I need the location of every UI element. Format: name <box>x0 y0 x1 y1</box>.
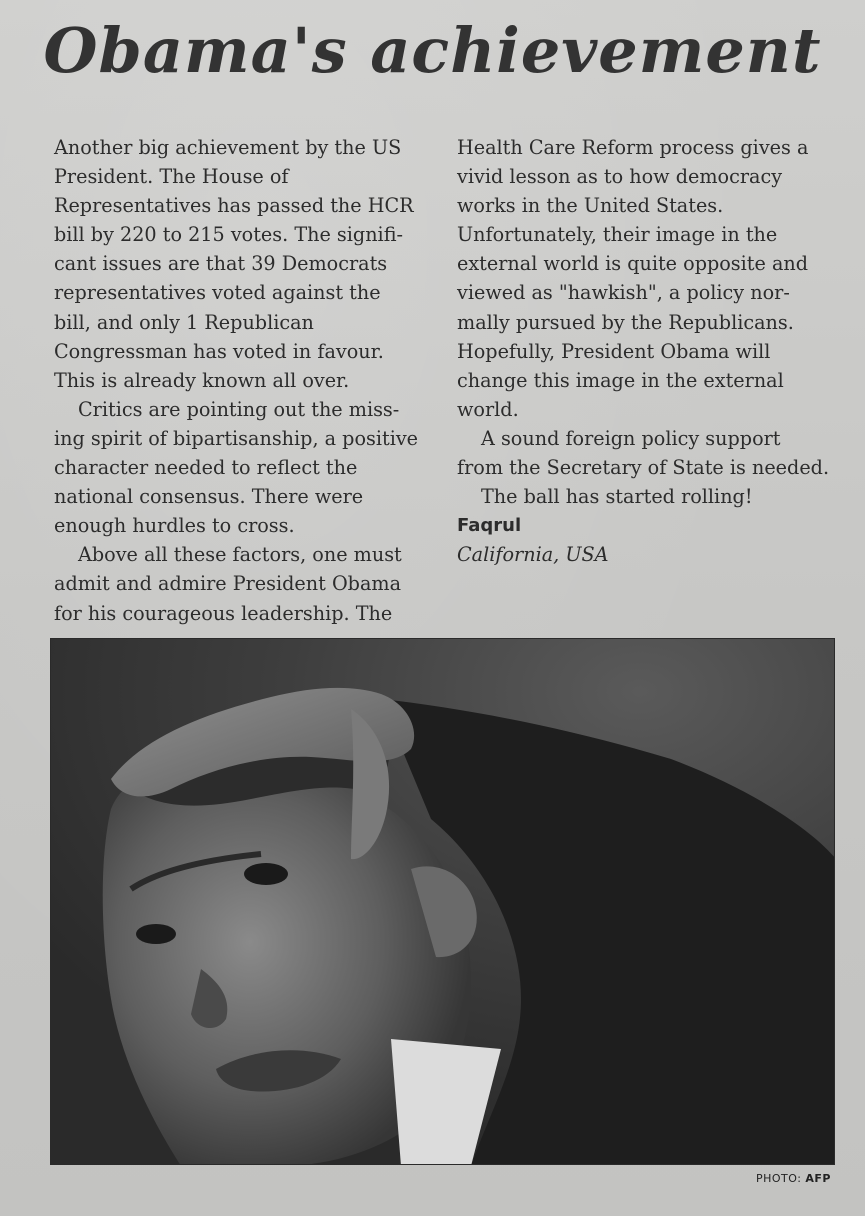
text-line: Unfortunately, their image in the <box>457 223 778 247</box>
article-photo <box>50 638 835 1165</box>
author-name: Faqrul <box>457 515 522 537</box>
text-line: Critics are pointing out the miss- <box>78 397 400 421</box>
text-line: Congressman has voted in favour. <box>54 339 384 363</box>
paragraph-2 <box>54 395 439 540</box>
text-line: viewed as "hawkish", a policy nor- <box>457 281 790 305</box>
text-line: world. <box>457 397 519 421</box>
text-line: vivid lesson as to how democracy <box>457 165 783 189</box>
text-line: A sound foreign policy support <box>481 426 781 450</box>
text-line: character needed to reflect the <box>54 456 358 480</box>
text-line: Hopefully, President Obama will <box>457 339 771 363</box>
text-line: cant issues are that 39 Democrats <box>54 252 388 276</box>
text-line: enough hurdles to cross. <box>54 514 295 538</box>
text-line: President. The House of <box>54 165 289 189</box>
text-line: mally pursued by the Republicans. <box>457 310 794 334</box>
text-line: Representatives has passed the HCR <box>54 194 414 218</box>
text-line: Health Care Reform process gives a <box>457 136 809 159</box>
text-line: external world is quite opposite and <box>457 252 809 276</box>
text-line: from the Secretary of State is needed. <box>457 456 830 480</box>
left-column <box>54 133 439 628</box>
photo-credit <box>756 1172 831 1185</box>
text-line: admit and admire President Obama <box>54 572 402 596</box>
paragraph-4 <box>457 133 852 424</box>
text-line: The ball has started rolling! <box>481 485 753 509</box>
photo-illustration <box>51 639 835 1165</box>
text-line: for his courageous leadership. The <box>54 601 393 625</box>
paragraph-1 <box>54 133 439 395</box>
text-line: ing spirit of bipartisanship, a positive <box>54 426 419 450</box>
text-line: Above all these factors, one must <box>78 543 402 567</box>
paragraph-5 <box>457 424 852 482</box>
text-line: representatives voted against the <box>54 281 381 305</box>
text-line: works in the United States. <box>457 194 724 218</box>
text-line: bill by 220 to 215 votes. The signifi- <box>54 223 403 247</box>
author-location: California, USA <box>457 543 609 567</box>
paragraph-3 <box>54 540 439 627</box>
text-line: national consensus. There were <box>54 485 364 509</box>
text-line: bill, and only 1 Republican <box>54 310 314 334</box>
photo-credit-source: AFP <box>805 1172 831 1185</box>
text-line: Another big achievement by the US <box>54 136 402 159</box>
right-column <box>457 133 852 569</box>
text-line: This is already known all over. <box>54 368 350 392</box>
text-line: change this image in the external <box>457 368 784 392</box>
photo-credit-prefix: PHOTO: <box>755 1172 802 1185</box>
article-headline: Obama's achievement <box>43 14 822 87</box>
paragraph-6 <box>457 482 852 511</box>
